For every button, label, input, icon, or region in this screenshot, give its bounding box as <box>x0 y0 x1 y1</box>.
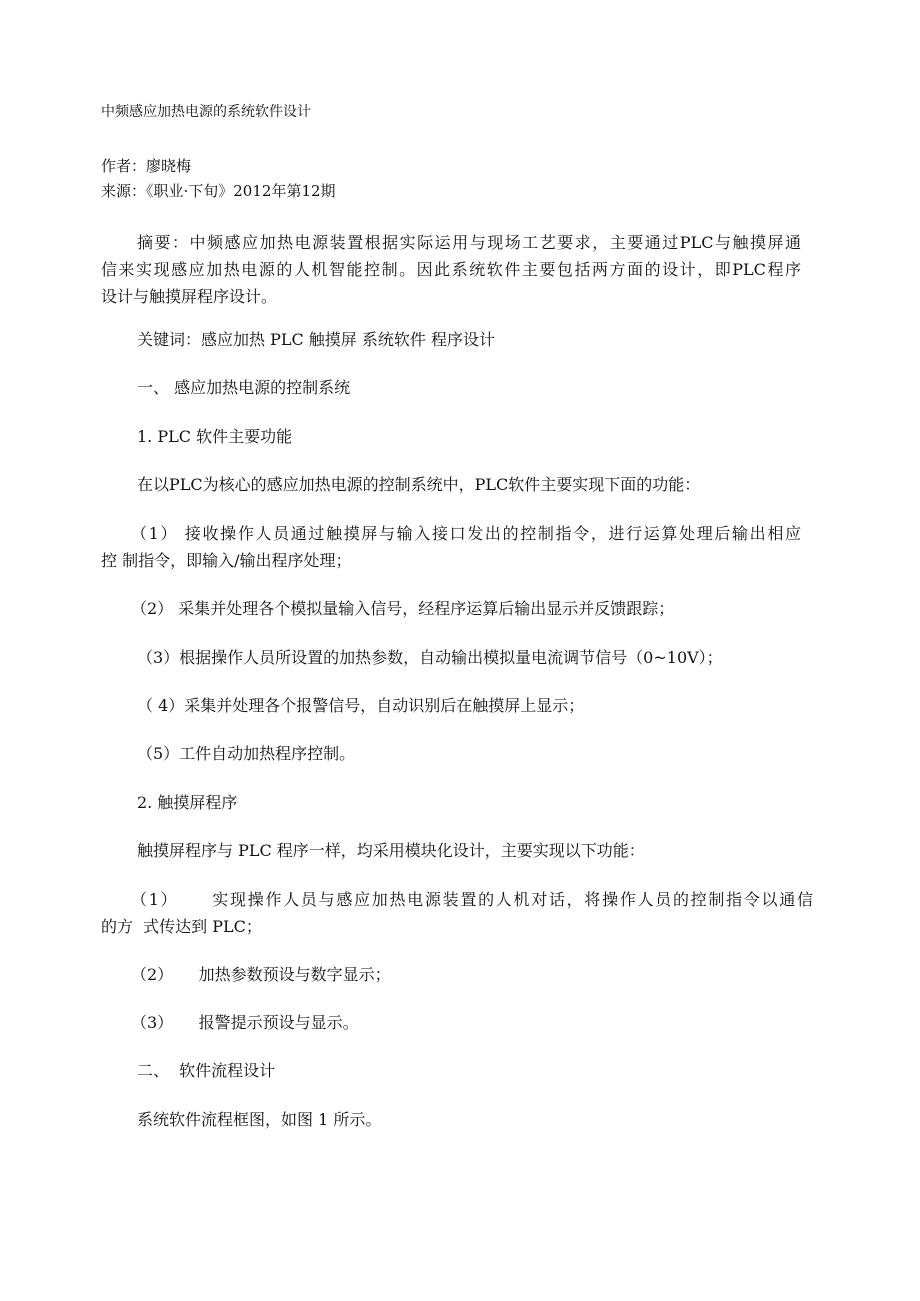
abstract-line: 信来实现感应加热电源的人机智能控制。因此系统软件主要包括两方面的设计，即PLC程序 <box>101 260 801 279</box>
abstract-line: 设计与触摸屏程序设计。 <box>101 287 278 306</box>
list-item: （3）根据操作人员所设置的加热参数，自动输出模拟量电流调节信号（0~10V）； <box>137 648 723 667</box>
list-item: （1） 实现操作人员与感应加热电源装置的人机对话，将操作人员的控制指令以通信 <box>131 890 813 909</box>
paragraph: 系统软件流程框图，如图 1 所示。 <box>137 1110 382 1129</box>
paragraph: 触摸屏程序与 PLC 程序一样，均采用模块化设计，主要实现以下功能： <box>137 841 645 860</box>
list-item: （2） 加热参数预设与数字显示； <box>131 965 391 984</box>
list-item: （2） 采集并处理各个模拟量输入信号，经程序运算后输出显示并反馈跟踪； <box>131 599 675 618</box>
list-item: （3） 报警提示预设与显示。 <box>131 1013 359 1032</box>
list-item: （5）工件自动加热程序控制。 <box>137 744 356 763</box>
list-item-cont: 的方 式传达到 PLC； <box>101 917 262 936</box>
keywords: 关键词：感应加热 PLC 触摸屏 系统软件 程序设计 <box>137 330 495 349</box>
list-item: （1） 接收操作人员通过触摸屏与输入接口发出的控制指令，进行运算处理后输出相应 <box>131 524 801 543</box>
paragraph: 在以PLC为核心的感应加热电源的控制系统中，PLC软件主要实现下面的功能： <box>137 475 701 494</box>
list-item: （ 4）采集并处理各个报警信号，自动识别后在触摸屏上显示； <box>137 696 585 715</box>
author-line: 作者：廖晓梅 <box>101 157 192 175</box>
subsection-heading-1: 1. PLC 软件主要功能 <box>137 427 293 446</box>
list-item-cont: 控 制指令，即输入/输出程序处理； <box>101 551 352 570</box>
abstract-line: 摘要：中频感应加热电源装置根据实际运用与现场工艺要求，主要通过PLC与触摸屏通 <box>137 233 801 252</box>
source-line: 来源：《职业·下旬》2012年第12期 <box>101 182 336 200</box>
section-heading-1: 一、 感应加热电源的控制系统 <box>137 378 351 397</box>
subsection-heading-2: 2. 触摸屏程序 <box>137 793 238 812</box>
section-heading-2: 二、 软件流程设计 <box>137 1061 276 1080</box>
doc-title: 中频感应加热电源的系统软件设计 <box>101 104 311 120</box>
